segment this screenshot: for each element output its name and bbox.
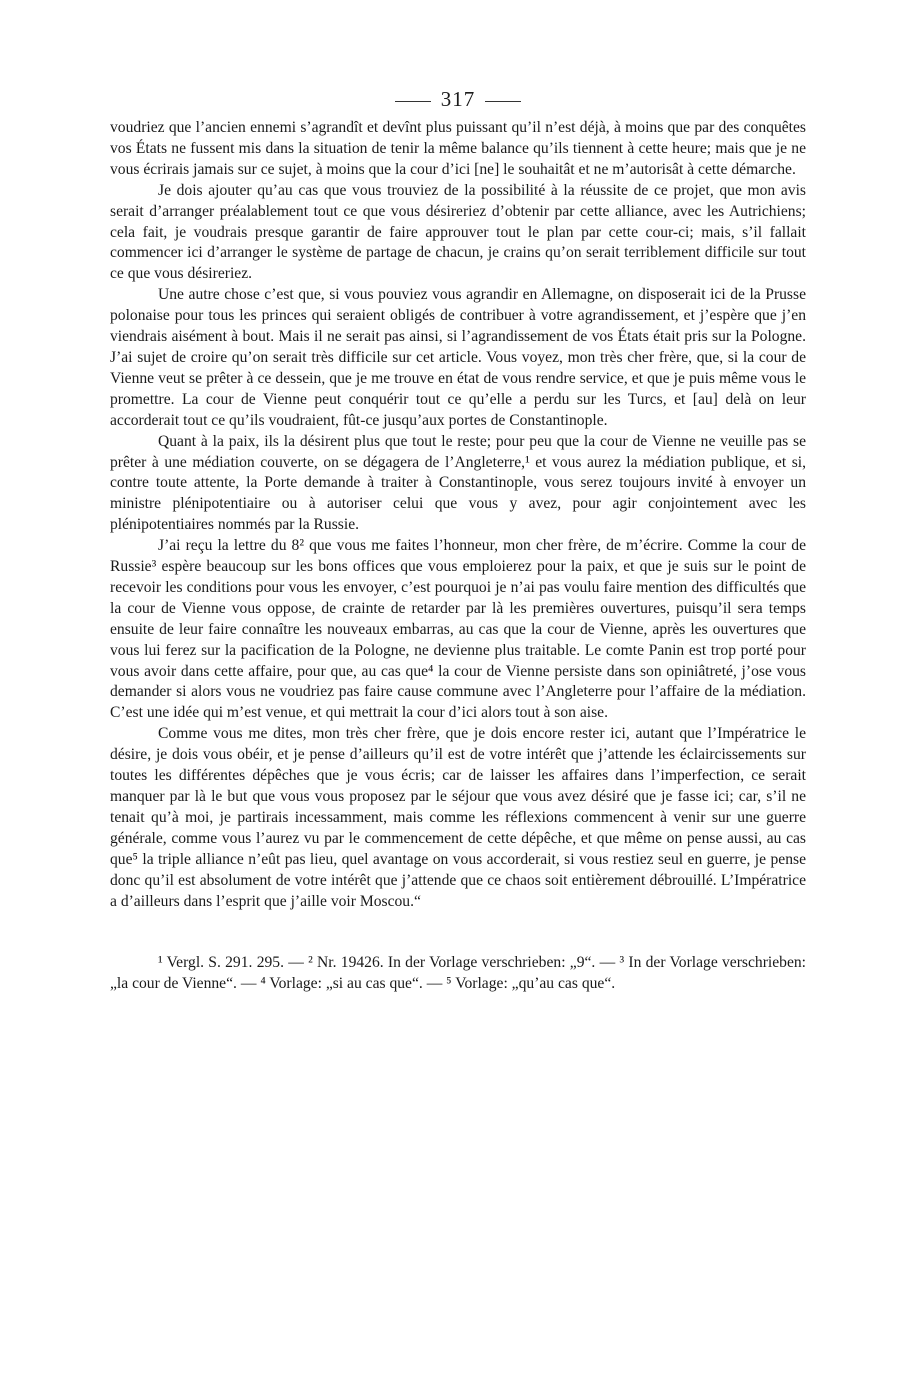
paragraph: Je dois ajouter qu’au cas que vous trouviez de la possibilité à la réussite de ce projet, que mon avis serait d’arranger préalablement tout ce que vous désireriez d’obtenir par cette alliance, avec les Autrichiens; cela fait, je voudrais presque garantir de faire approuver tout le plan par cette cour-ci; mais, s’il fallait commencer ici d’arranger le système de partage de chacun, je crains qu’on serait terriblement difficile sur tout ce que vous désireriez. <box>110 181 806 283</box>
paragraph: Quant à la paix, ils la désirent plus que tout le reste; pour peu que la cour de Vienne ne veuille pas se prêter à une médiation couverte, on se dégagera de l’Angleterre,¹ et vous aurez la médiation publique, et si, contre toute attente, la Porte demande à traiter à Constantinople, vous serez toujours invité à envoyer un ministre plénipotentiaire ou à autoriser celui que vous y avez, pour agir conjointement avec les plénipotentiaires nommés par la Russie. <box>110 432 806 534</box>
footnotes <box>110 952 806 994</box>
page-header <box>110 84 806 114</box>
page-number: 317 <box>440 87 476 111</box>
paragraph: Comme vous me dites, mon très cher frère, que je dois encore rester ici, autant que l’Impératrice le désire, je dois vous obéir, et je pense d’ailleurs qu’il est de votre intérêt que j’attende les éclaircissements sur toutes les différentes dépêches que je vous écris; car de laisser les affaires dans l’imperfection, ce serait manquer par là le but que vous vous proposez par le séjour que vous avez désiré que je fasse ici; car, s’il ne tenait qu’à moi, je partirais incessamment, mais comme les réflexions commencent à venir sur une guerre générale, comme vous l’aurez vu par le commencement de cette dépêche, et que même on pense aussi, au cas que⁵ la triple alliance n’eût pas lieu, quel avantage on vous accorderait, si vous restiez seul en guerre, je pense donc qu’il est absolument de votre intérêt que j’attende que ce chaos soit entièrement débrouillé. L’Impératrice a d’ailleurs dans l’esprit que j’aille voir Moscou.“ <box>110 725 806 910</box>
footnote-text: ¹ Vergl. S. 291. 295. — ² Nr. 19426. In der Vorlage verschrieben: „9“. — ³ In der Vorlage verschrieben: „la cour de Vienne“. — ⁴ Vorlage: „si au cas que“. — ⁵ Vorlage: „qu’au cas que“. <box>110 954 806 993</box>
paragraph: Une autre chose c’est que, si vous pouviez vous agrandir en Allemagne, on disposerait ici de la Prusse polonaise pour tous les princes qui seraient obligés de contribuer à votre agrandissement, et j’espère que j’en viendrais aisément à bout. Mais il ne serait pas ainsi, si l’agrandissement de vos États était pris sur la Pologne. J’ai sujet de croire qu’on serait très difficile sur cet article. Vous voyez, mon très cher frère, que, si la cour de Vienne veut se prêter à ce dessein, que je me trouve en état de vous rendre service, et que je puis même vous le promettre. La cour de Vienne peut conquérir tout ce qu’elle a perdu sur les Turcs, et [au] delà on leur accorderait tout ce qu’ils voudraient, fût-ce jusqu’aux portes de Constantinople. <box>110 286 806 429</box>
header-rule-right <box>485 101 521 102</box>
header-rule-left <box>395 101 431 102</box>
document-page <box>110 84 806 994</box>
paragraph: J’ai reçu la lettre du 8² que vous me faites l’honneur, mon cher frère, de m’écrire. Comme la cour de Russie³ espère beaucoup sur les bons offices que vous emploierez pour la paix, et que je suis sur le point de recevoir les conditions pour vous les envoyer, c’est pourquoi je n’ai pas voulu faire mention des difficultés que la cour de Vienne vous oppose, de crainte de retarder par là les premières ouvertures, puisqu’il sera temps ensuite de leur faire connaître les nouveaux embarras, au cas que la cour de Vienne, après les ouvertures que vous lui ferez sur la pacification de la Pologne, ne devienne plus traitable. Le comte Panin est trop porté pour vous avoir dans cette affaire, pour que, au cas que⁴ la cour de Vienne persiste dans son opiniâtreté, j’ose vous demander si alors vous ne voudriez pas faire cause commune avec l’Angleterre pour l’affaire de la médiation. C’est une idée qui m’est venue, et qui mettrait la cour d’ici alors tout à son aise. <box>110 537 806 722</box>
paragraph-continuation: voudriez que l’ancien ennemi s’agrandît et devînt plus puissant qu’il n’est déjà, à moins que par des conquêtes vos États ne fussent mis dans la situation de tenir la même balance qu’ils tiennent à cette heure; mais que je ne vous écrirais jamais sur ce sujet, à moins que la cour d’ici [ne] le souhaitât et ne m’autorisât à cette démarche. <box>110 119 806 178</box>
